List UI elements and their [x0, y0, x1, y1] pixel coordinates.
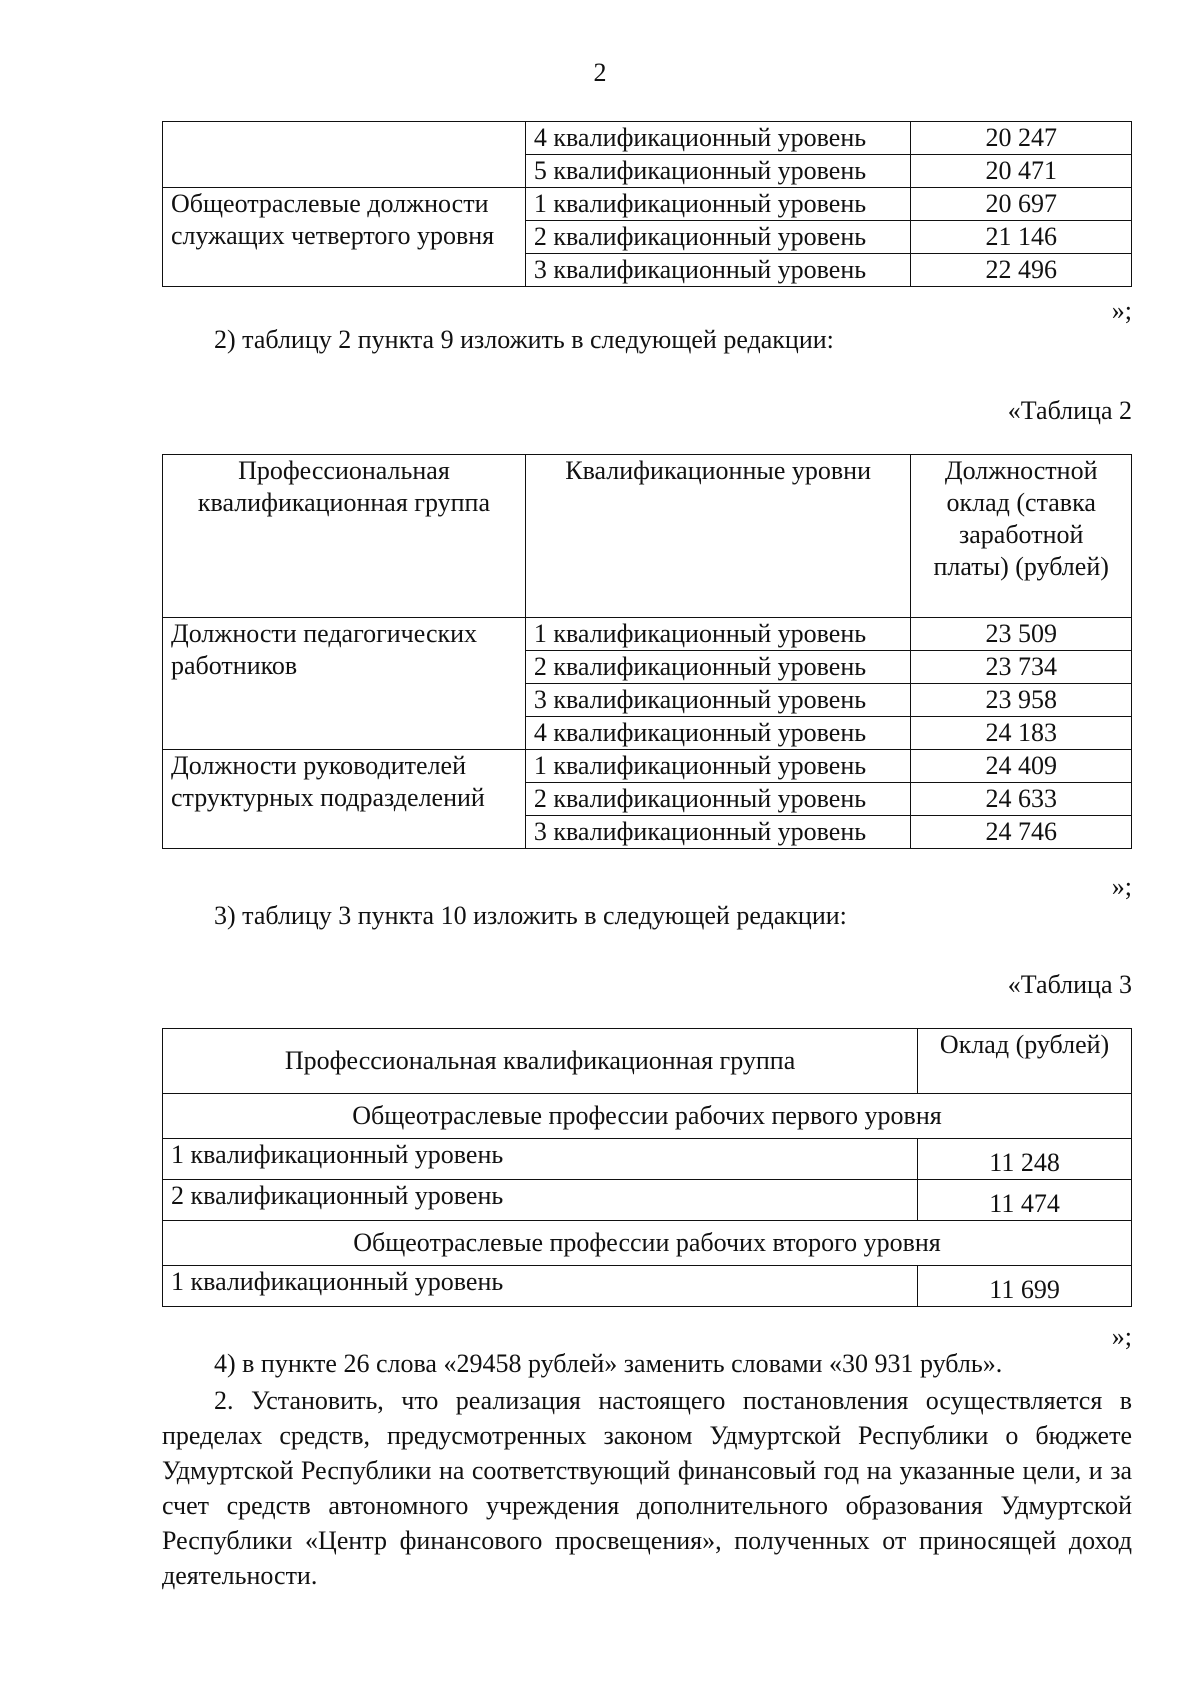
salary-cell: 22 496: [911, 254, 1132, 287]
table-2: [162, 454, 1132, 849]
salary-cell: 20 471: [911, 155, 1132, 188]
level-cell: 2 квалификационный уровень: [525, 783, 911, 816]
paragraph-2: 2) таблицу 2 пункта 9 изложить в следующей редакции:: [214, 325, 834, 354]
salary-cell: 24 409: [911, 750, 1132, 783]
table-3-title: «Таблица 3: [1007, 970, 1132, 999]
level-cell: 4 квалификационный уровень: [525, 122, 911, 155]
table-row: [163, 750, 1132, 783]
table-section-row: [163, 1094, 1132, 1139]
section-cell: Общеотраслевые профессии рабочих первого уровня: [163, 1094, 1132, 1139]
salary-cell: 24 746: [911, 816, 1132, 849]
table-row: [163, 122, 1132, 155]
salary-cell: 21 146: [911, 221, 1132, 254]
level-cell: 1 квалификационный уровень: [525, 188, 911, 221]
header-group: Профессиональная квалификационная группа: [163, 1029, 918, 1094]
group-cell: Должности педагогических работников: [163, 618, 526, 750]
page-number: 2: [593, 58, 607, 87]
level-cell: 1 квалификационный уровень: [525, 750, 911, 783]
table-row: [163, 1180, 1132, 1221]
table-3: [162, 1028, 1132, 1307]
header-salary: Должностной оклад (ставка заработной платы) (рублей): [911, 455, 1132, 618]
table-section-row: [163, 1221, 1132, 1266]
salary-cell: 23 509: [911, 618, 1132, 651]
paragraph-5: 2. Установить, что реализация настоящего постановления осуществляется в пределах средств, предусмотренных законом Удмуртской Республики о бюджете Удмуртской Республики на соответствующий финансовый год на указанные цели, и за счет средств автономного учреждения дополнительного образования Удмуртской Республики «Центр финансового просвещения», полученных от приносящей доход деятельности.: [162, 1386, 1132, 1590]
table-2-close-quote: »;: [1111, 872, 1132, 901]
salary-cell: 11 699: [918, 1266, 1132, 1307]
salary-cell: 11 474: [918, 1180, 1132, 1221]
level-cell: 3 квалификационный уровень: [525, 254, 911, 287]
table-header-row: [163, 1029, 1132, 1094]
group-cell: Должности руководителей структурных подразделений: [163, 750, 526, 849]
paragraph-3: 3) таблицу 3 пункта 10 изложить в следующей редакции:: [214, 901, 847, 930]
salary-cell: 24 183: [911, 717, 1132, 750]
group-cell: Общеотраслевые должности служащих четвертого уровня: [163, 188, 526, 287]
table-row: [163, 188, 1132, 221]
salary-cell: 11 248: [918, 1139, 1132, 1180]
level-cell: 3 квалификационный уровень: [525, 684, 911, 717]
table-1: [162, 121, 1132, 287]
header-salary: Оклад (рублей): [918, 1029, 1132, 1094]
level-cell: 2 квалификационный уровень: [525, 221, 911, 254]
section-cell: Общеотраслевые профессии рабочих второго уровня: [163, 1221, 1132, 1266]
salary-cell: 20 697: [911, 188, 1132, 221]
table-header-row: [163, 455, 1132, 618]
salary-cell: 23 734: [911, 651, 1132, 684]
level-cell: 3 квалификационный уровень: [525, 816, 911, 849]
table-3-close-quote: »;: [1111, 1322, 1132, 1351]
salary-cell: 24 633: [911, 783, 1132, 816]
level-cell: 1 квалификационный уровень: [525, 618, 911, 651]
level-cell: 1 квалификационный уровень: [163, 1139, 918, 1180]
header-levels: Квалификационные уровни: [525, 455, 911, 618]
table-row: [163, 1139, 1132, 1180]
salary-cell: 23 958: [911, 684, 1132, 717]
level-cell: 4 квалификационный уровень: [525, 717, 911, 750]
table-cell-empty: [163, 122, 526, 188]
level-cell: 5 квалификационный уровень: [525, 155, 911, 188]
salary-cell: 20 247: [911, 122, 1132, 155]
table-2-title: «Таблица 2: [1007, 396, 1132, 425]
table-1-close-quote: »;: [1111, 296, 1132, 325]
table-row: [163, 1266, 1132, 1307]
header-group: Профессиональная квалификационная группа: [163, 455, 526, 618]
table-row: [163, 618, 1132, 651]
level-cell: 2 квалификационный уровень: [525, 651, 911, 684]
paragraph-4: 4) в пункте 26 слова «29458 рублей» заменить словами «30 931 рубль».: [214, 1349, 1003, 1378]
level-cell: 1 квалификационный уровень: [163, 1266, 918, 1307]
level-cell: 2 квалификационный уровень: [163, 1180, 918, 1221]
